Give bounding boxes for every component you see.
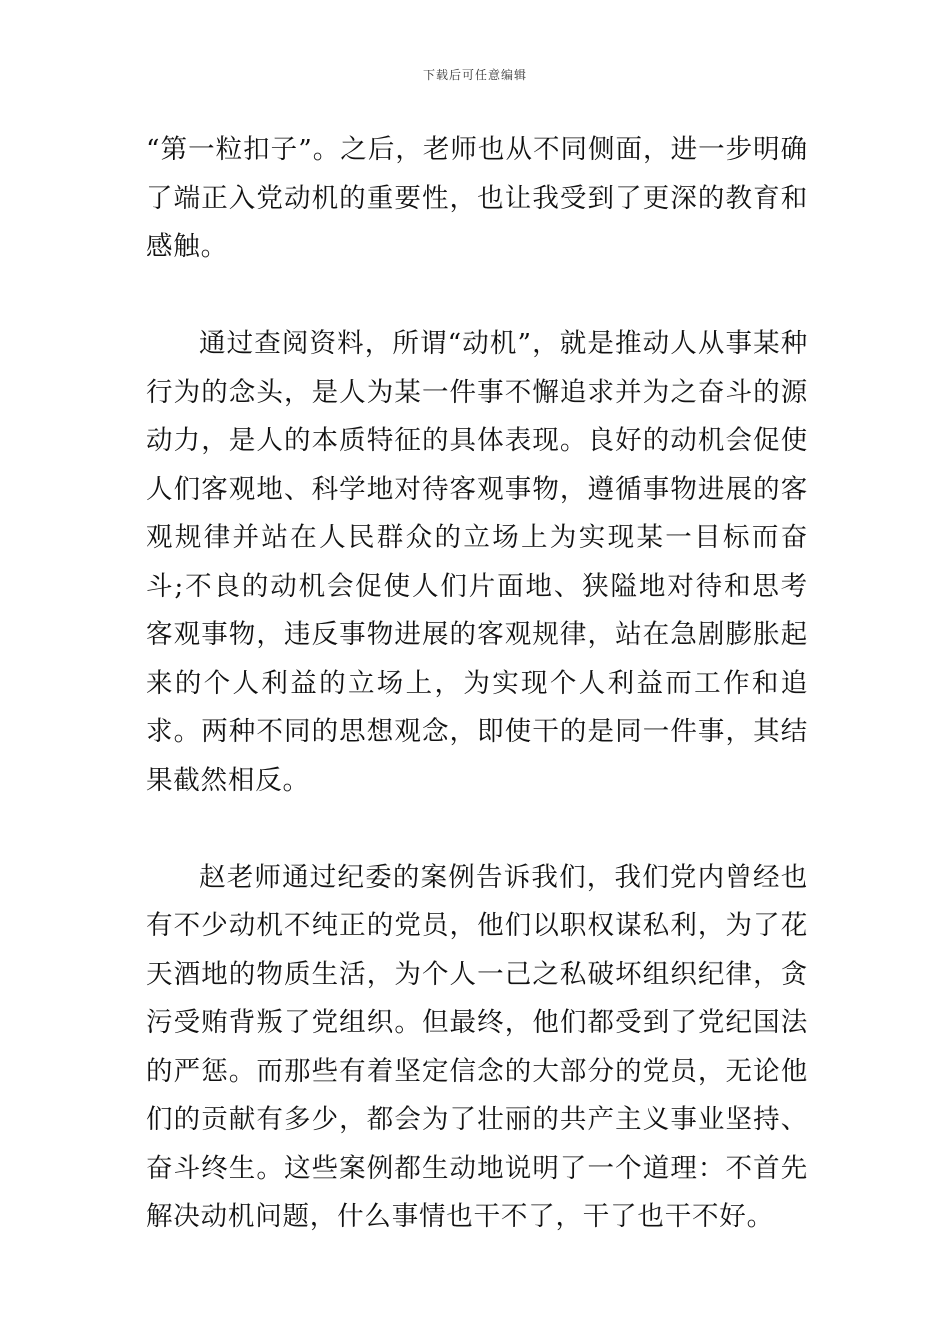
paragraph-spacer [146, 272, 808, 321]
paragraph-spacer [146, 805, 808, 854]
paragraph-3: 赵老师通过纪委的案例告诉我们，我们党内曾经也有不少动机不纯正的党员，他们以职权谋私利，为了花天酒地的物质生活，为个人一己之私破坏组织纪律，贪污受贿背叛了党组织。但最终，他们都受到了党纪国法的严惩。而那些有着坚定信念的大部分的党员，无论他们的贡献有多少，都会为了壮丽的共产主义事业坚持、奋斗终生。这些案例都生动地说明了一个道理：不首先解决动机问题，什么事情也干不了，干了也干不好。 [146, 861, 808, 1232]
paragraph-2: 通过查阅资料，所谓“动机”，就是推动人从事某种行为的念头，是人为某一件事不懈追求并为之奋斗的源动力，是人的本质特征的具体表现。良好的动机会促使人们客观地、科学地对待客观事物，遵循事物进展的客观规律并站在人民群众的立场上为实现某一目标而奋斗;不良的动机会促使人们片面地、狭隘地对待和思考客观事物，违反事物进展的客观规律，站在急剧膨胀起来的个人利益的立场上，为实现个人利益而工作和追求。两种不同的思想观念，即使干的是同一件事，其结果截然相反。 [146, 328, 808, 796]
document-body [146, 126, 808, 1242]
paragraph-1: “第一粒扣子”。之后，老师也从不同侧面，进一步明确了端正入党动机的重要性，也让我受到了更深的教育和感触。 [146, 134, 808, 262]
page-header-note: 下载后可任意编辑 [422, 68, 527, 82]
